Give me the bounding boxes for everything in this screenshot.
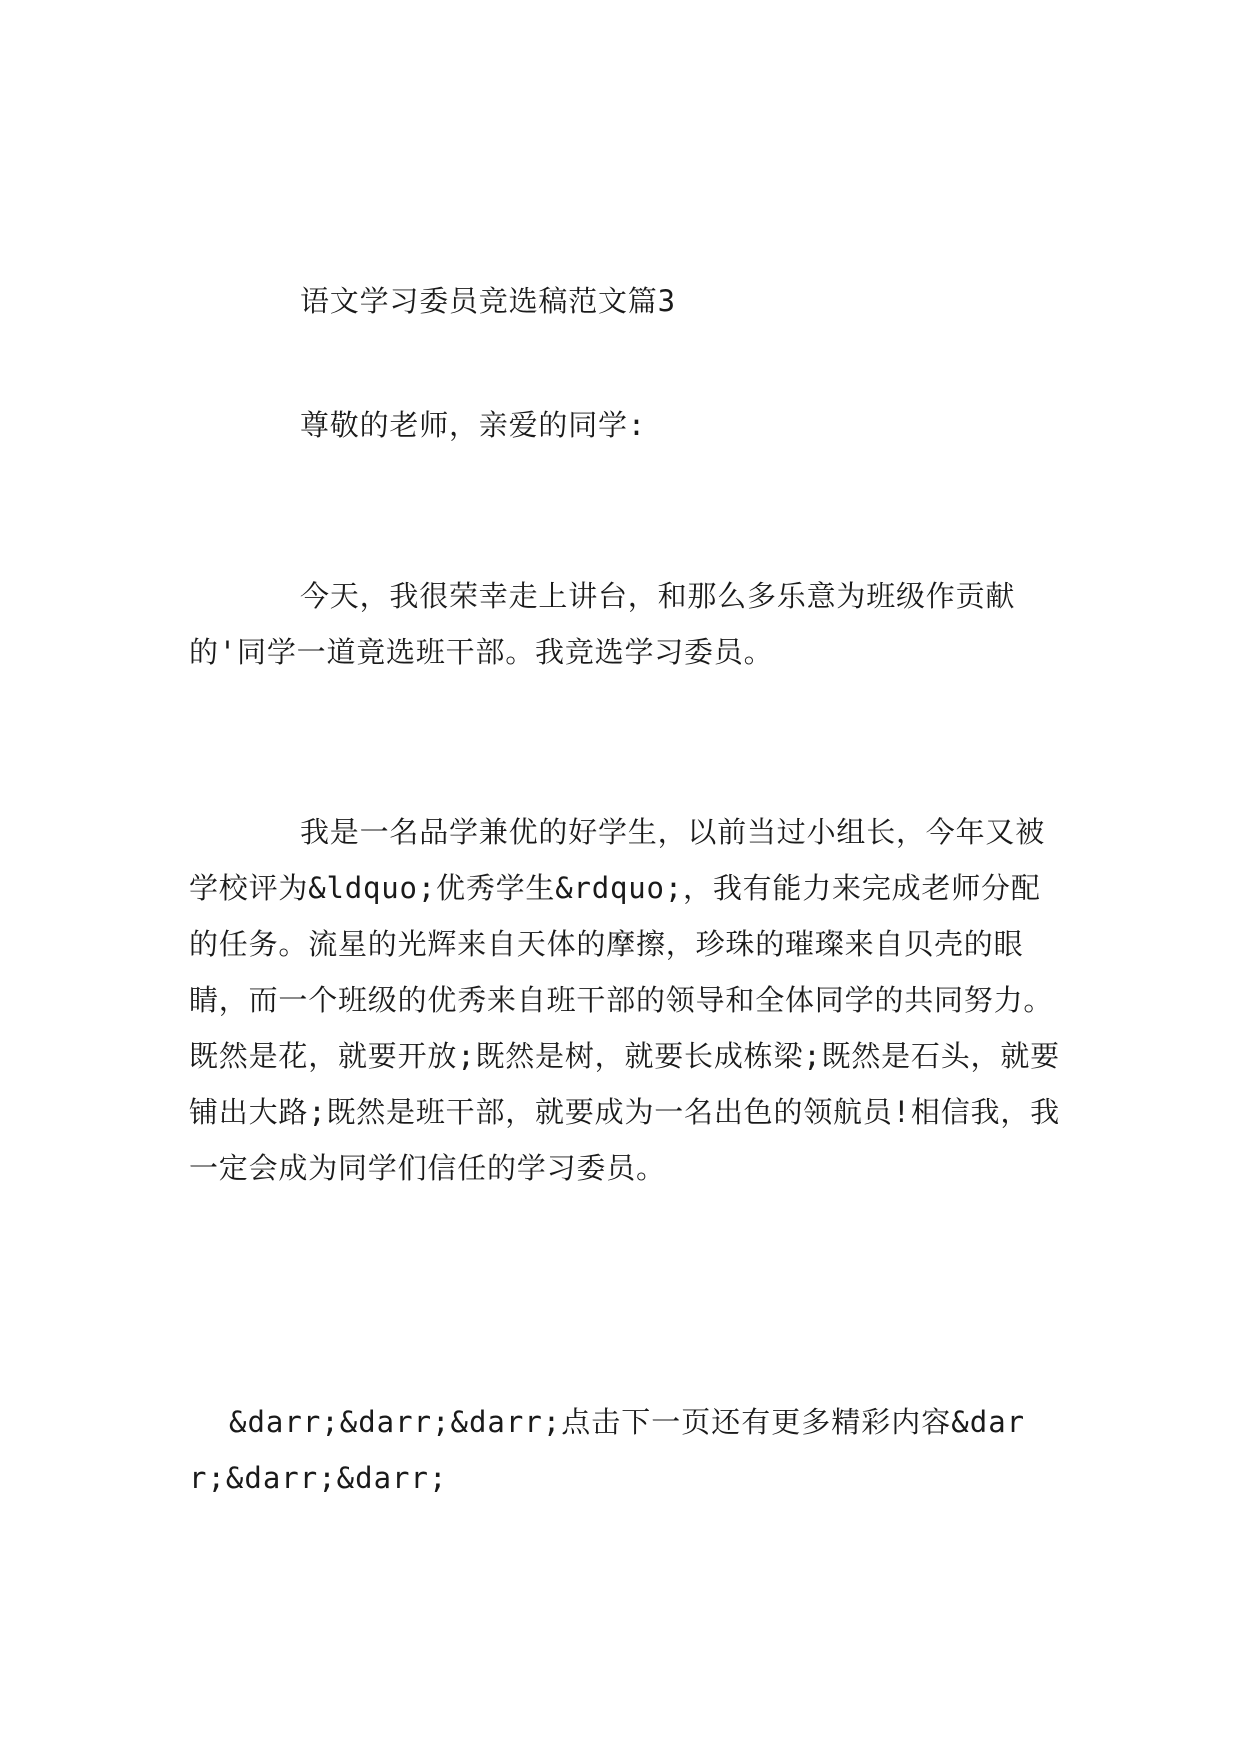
document-title: 语文学习委员竞选稿范文篇3	[300, 284, 676, 318]
salutation: 尊敬的老师，亲爱的同学:	[300, 408, 647, 442]
paragraph-2: 我是一名品学兼优的好学生，以前当过小组长，今年又被学校评为&ldquo;优秀学生&rdquo;，我有能力来完成老师分配的任务。流星的光辉来自天体的摩擦，珍珠的璀璨来自贝壳的眼睛，而一个班级的优秀来自班干部的领导和全体同学的共同努力。既然是花，就要开放;既然是树，就要长成栋梁;既然是石头，就要铺出大路;既然是班干部，就要成为一名出色的领航员!相信我，我一定会成为同学们信任的学习委员。	[189, 815, 1060, 1185]
next-page-note: &darr;&darr;&darr;点击下一页还有更多精彩内容&darr;&darr;&darr;	[189, 1405, 1026, 1495]
paragraph-1: 今天，我很荣幸走上讲台，和那么多乐意为班级作贡献的'同学一道竟选班干部。我竞选学习委员。	[189, 579, 1016, 669]
